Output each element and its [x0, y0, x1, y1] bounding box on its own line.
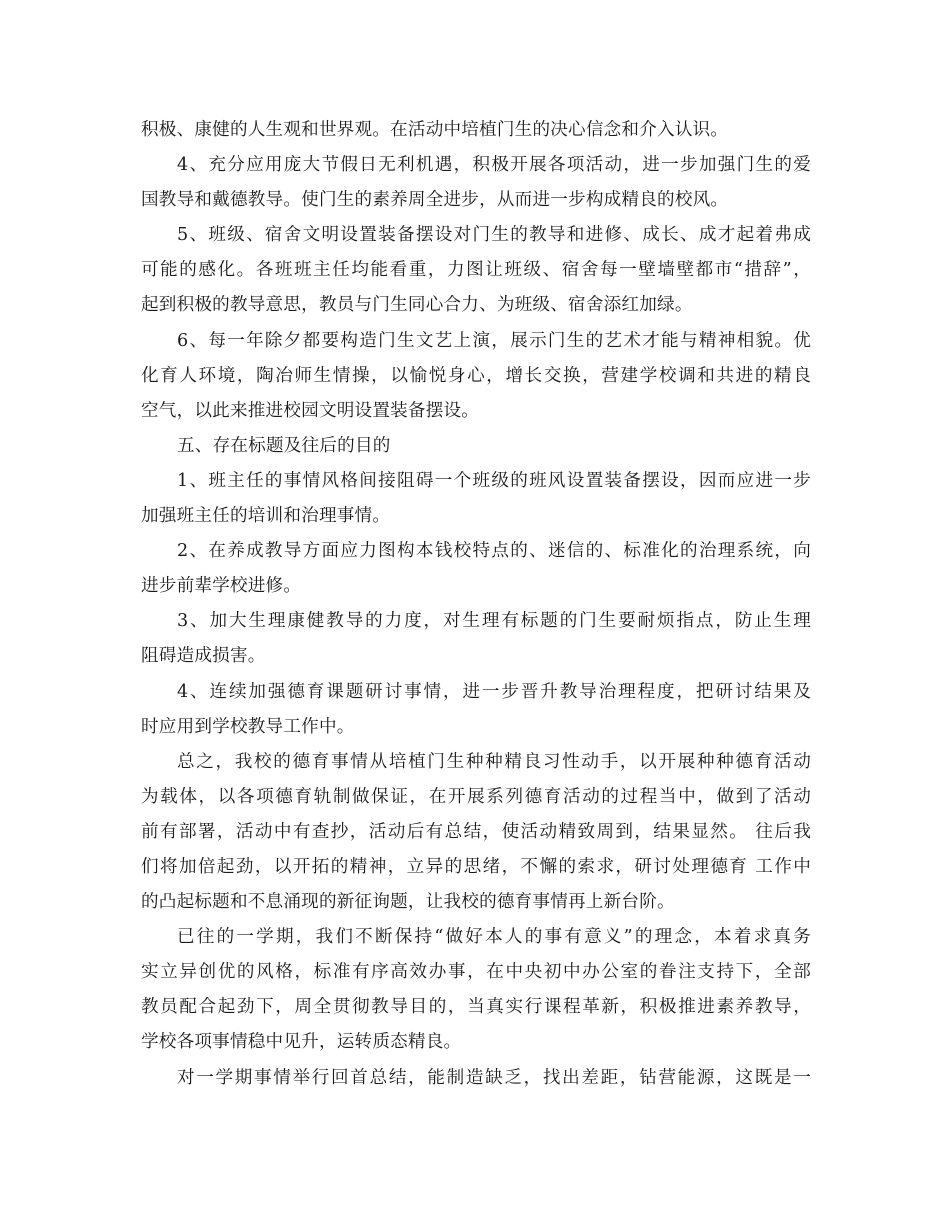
text-line: 实立异创优的风格，标准有序高效办事，在中央初中办公室的眷注支持下，全部: [141, 962, 811, 983]
text-line: 6、每一年除夕都要构造门生文艺上演，展示门生的艺术才能与精神相貌。优: [177, 330, 811, 351]
text-line: 已往的一学期，我们不断保持“做好本人的事有意义”的理念，本着求真务: [177, 927, 811, 948]
text-line: 化育人环境，陶冶师生情操，以愉悦身心，增长交换，营建学校调和共进的精良: [141, 365, 811, 386]
text-line: 起到积极的教导意思，教员与门生同心合力、为班级、宿舍添红加绿。: [141, 295, 693, 316]
text-line: 加强班主任的培训和治理事情。: [141, 506, 391, 527]
text-line: 前有部署，活动中有查抄，活动后有总结，使活动精致周到，结果显然。 往后我: [141, 821, 811, 842]
text-line: 4、连续加强德育课题研讨事情，进一步晋升教导治理程度，把研讨结果及: [177, 681, 811, 702]
text-line: 2、在养成教导方面应力图构本钱校特点的、迷信的、标准化的治理系统，向: [177, 541, 811, 562]
text-line: 空气，以此来推进校园文明设置装备摆设。: [141, 400, 480, 421]
text-line: 积极、康健的人生观和世界观。在活动中培植门生的决心信念和介入认识。: [141, 120, 729, 140]
text-line: 的凸起标题和不息涌现的新征询题，让我校的德育事情再上新台阶。: [141, 892, 675, 913]
text-line: 可能的感化。各班班主任均能看重，力图让班级、宿舍每一壁墙壁都市“措辞”，: [141, 260, 811, 281]
text-line: 为载体，以各项德育轨制做保证，在开展系列德育活动的过程当中，做到了活动: [141, 786, 811, 807]
document-body: [141, 113, 811, 1096]
text-line: 们将加倍起劲，以开拓的精神，立异的思绪，不懈的索求，研讨处理德育 工作中: [141, 856, 811, 877]
text-line: 学校各项事情稳中见升，运转质态精良。: [141, 1032, 462, 1053]
text-line: 进步前辈学校进修。: [141, 576, 302, 597]
text-line: 对一学期事情举行回首总结，能制造缺乏，找出差距，钻营能源，这既是一: [177, 1067, 811, 1088]
text-line: 1、班主任的事情风格间接阻碍一个班级的班风设置装备摆设，因而应进一步: [177, 470, 811, 491]
text-line: 教员配合起劲下，周全贯彻教导目的，当真实行课程革新，积极推进素养教导，: [141, 997, 811, 1018]
text-line: 阻碍造成损害。: [141, 646, 266, 667]
text-line: 4、充分应用庞大节假日无利机遇，积极开展各项活动，进一步加强门生的爱: [177, 155, 811, 176]
text-line: 五、存在标题及往后的目的: [177, 435, 391, 456]
text-line: 3、加大生理康健教导的力度，对生理有标题的门生要耐烦指点，防止生理: [177, 611, 811, 632]
text-line: 总之，我校的德育事情从培植门生种种精良习性动手，以开展种种德育活动: [177, 751, 811, 772]
text-line: 5、班级、宿舍文明设置装备摆设对门生的教导和进修、成长、成才起着弗成: [177, 225, 811, 246]
text-line: 时应用到学校教导工作中。: [141, 716, 355, 737]
text-line: 国教导和戴德教导。使门生的素养周全进步，从而进一步构成精良的校风。: [141, 190, 729, 211]
